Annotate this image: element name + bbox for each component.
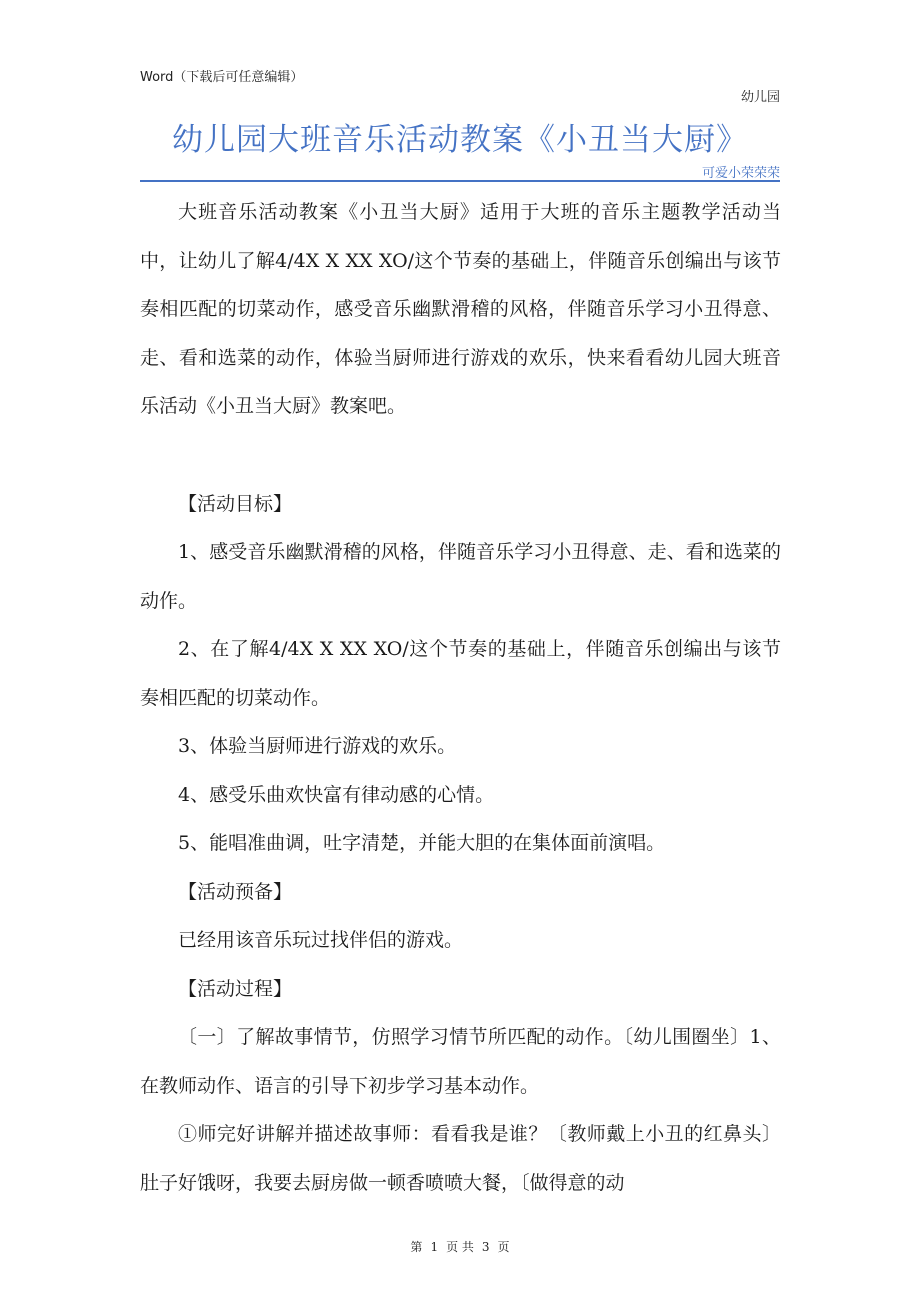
goal-item: 5、能唱准曲调，吐字清楚，并能大胆的在集体面前演唱。 <box>178 832 666 854</box>
process-heading: 【活动过程】 <box>178 977 293 1000</box>
prep-heading: 【活动预备】 <box>178 880 293 903</box>
document-title: 幼儿园大班音乐活动教案《小丑当大厨》 <box>172 122 748 158</box>
goals-heading: 【活动目标】 <box>178 492 293 515</box>
page-footer <box>0 1238 920 1255</box>
intro-paragraph: 大班音乐活动教案《小丑当大厨》适用于大班的音乐主题教学活动当中，让幼儿了解4/4X X XX XO/这个节奏的基础上，伴随音乐创编出与该节奏相匹配的切菜动作，感受音乐幽默滑稽的风格，伴随音乐学习小丑得意、走、看和选菜的动作，体验当厨师进行游戏的欢乐，快来看看幼儿园大班音乐活动《小丑当大厨》教案吧。 <box>140 201 781 417</box>
footer-total-pages: 3 <box>481 1240 490 1254</box>
footer-suffix: 页 <box>497 1240 510 1254</box>
header-left-note: Word（下载后可任意编辑） <box>140 70 304 85</box>
goal-item: 4、感受乐曲欢快富有律动感的心情。 <box>178 783 495 806</box>
paragraph-spacer <box>140 431 781 480</box>
goal-item: 1、感受音乐幽默滑稽的风格，伴随音乐学习小丑得意、走、看和选菜的动作。 <box>140 541 781 612</box>
document-body <box>140 188 781 1207</box>
prep-paragraph: 已经用该音乐玩过找伴侣的游戏。 <box>178 929 464 951</box>
document-author: 可爱小荣荣荣 <box>701 166 780 181</box>
header-category: 幼儿园 <box>740 90 780 105</box>
footer-page-number: 1 <box>430 1240 439 1254</box>
process-paragraph: 〔一〕了解故事情节，仿照学习情节所匹配的动作。〔幼儿围圈坐〕1、在教师动作、语言的引导下初步学习基本动作。 <box>140 1026 781 1097</box>
footer-prefix: 第 <box>410 1240 423 1254</box>
footer-middle: 页 共 <box>446 1240 474 1254</box>
goal-item: 2、在了解4/4X X XX XO/这个节奏的基础上，伴随音乐创编出与该节奏相匹配的切菜动作。 <box>140 638 781 709</box>
title-divider <box>140 180 780 182</box>
goal-item: 3、体验当厨师进行游戏的欢乐。 <box>178 735 457 757</box>
process-paragraph: ①师完好讲解并描述故事师：看看我是谁？〔教师戴上小丑的红鼻头〕肚子好饿呀，我要去厨房做一顿香喷喷大餐，〔做得意的动 <box>140 1123 781 1194</box>
